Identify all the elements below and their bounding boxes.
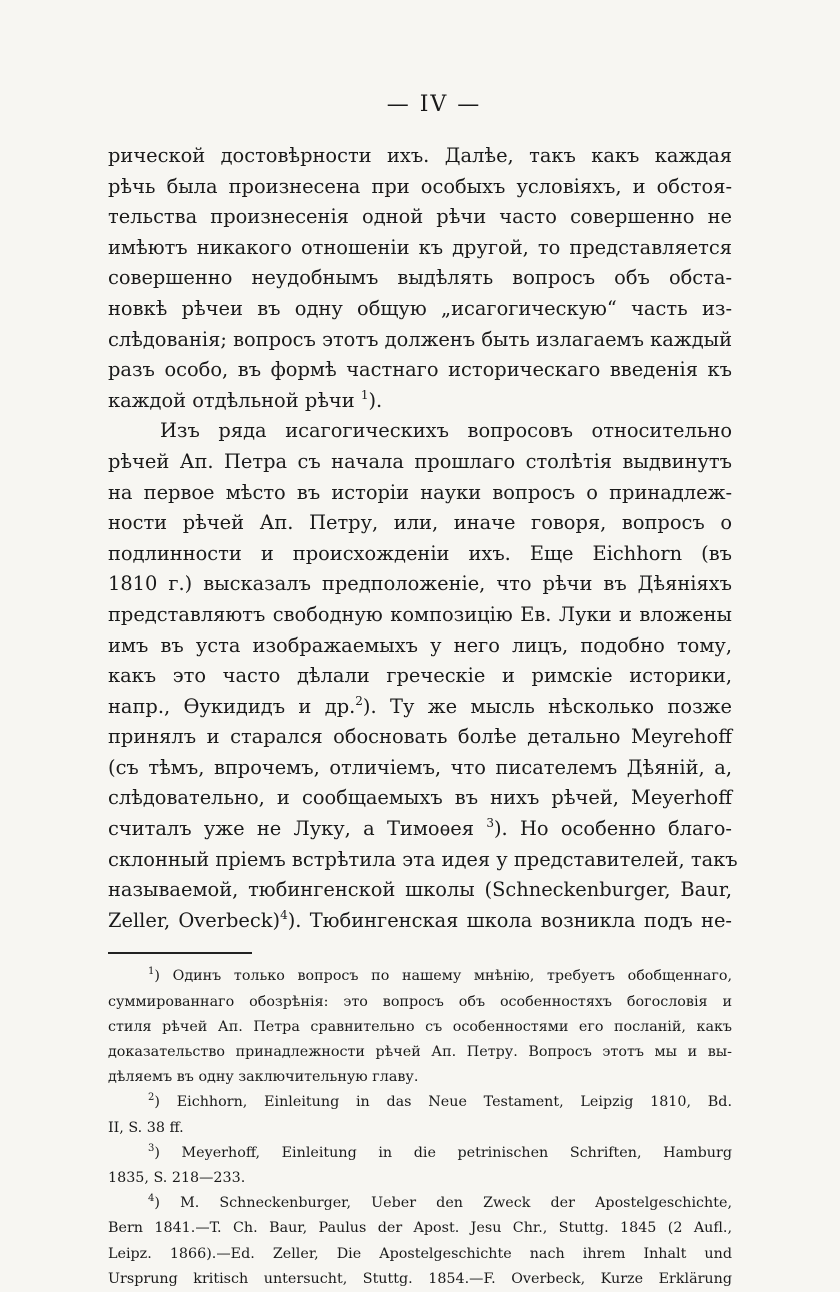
footnote-3 [108,1141,732,1191]
footnote-marker: 4 [148,1193,155,1205]
text-fragment: ). Ту же мысль нѣсколько позже [362,694,732,718]
paragraph-2 [108,416,738,936]
text-line [108,814,732,845]
text-fragment: ) Eichhorn, Einleitung in das Neue Testament, Leipzig 1810, Bd. [154,1094,732,1111]
footnote-line [108,1090,732,1115]
text-line: (съ тѣмъ, впрочемъ, отличіемъ, что писателемъ Дѣяній, а, [108,755,732,779]
paragraph-1 [108,141,732,416]
text-fragment: ) Meyerhoff, Einleitung in die petrinischen Schriften, Hamburg [154,1144,732,1161]
text-line: совершенно неудобнымъ выдѣлять вопросъ объ обста- [108,266,732,290]
text-line: какъ это часто дѣлали греческіе и римскіе историки, [108,664,732,688]
footnote-line: доказательство принадлежности рѣчей Ап. Петру. Вопросъ этотъ мы и вы- [108,1044,732,1061]
text-line: рѣчей Ап. Петра съ начала прошлаго столѣтія выдвинутъ [108,449,732,473]
text-fragment: ). [368,388,383,412]
text-line: склонный пріемъ встрѣтила эта идея у представителей, такъ [108,847,738,871]
text-line: тельства произнесенія одной рѣчи часто совершенно не [108,205,732,229]
main-text [108,141,738,936]
text-fragment: Zeller, Overbeck) [108,908,281,932]
text-line: слѣдованія; вопросъ этотъ долженъ быть излагаемъ каждый [108,327,732,351]
footnote-line: дѣляемъ въ одну заключительную главу. [108,1069,419,1086]
text-line: принялъ и старался обосновать болѣе детально Meyrehoff [108,725,732,749]
text-line: имѣютъ никакого отношеніи къ другой, то представляется [108,235,732,259]
footnote-ref-4[interactable]: 4 [280,907,288,922]
document-page [108,92,738,1292]
text-line: рѣчь была произнесена при особыхъ условіяхъ, и обстоя- [108,174,732,198]
text-line: рической достовѣрности ихъ. Далѣе, такъ какъ каждая [108,144,732,167]
text-line: подлинности и происхожденіи ихъ. Еще Eichhorn (въ [108,541,732,565]
text-line [108,692,732,723]
text-fragment: ) M. Schneckenburger, Ueber den Zweck der Apostelgeschichte, [154,1195,732,1212]
footnote-line [108,1141,732,1166]
footnote-line [108,964,732,989]
footnote-line: 1835, S. 218—233. [108,1170,246,1187]
footnote-line: Bern 1841.—T. Ch. Baur, Paulus der Apost. Jesu Chr., Stuttg. 1845 (2 Aufl., [108,1220,732,1237]
footnote-line: Leipz. 1866).—Ed. Zeller, Die Apostelgeschichte nach ihrem Inhalt und [108,1245,732,1262]
footnote-line: суммированнаго обозрѣнія: это вопросъ объ особенностяхъ богословія и [108,993,732,1010]
footnote-line: стиля рѣчей Ап. Петра сравнительно съ особенностями его посланій, какъ [108,1018,732,1035]
text-fragment: ) Одинъ только вопросъ по нашему мнѣнію, требуетъ обобщеннаго, [154,968,732,985]
footnote-ref-1[interactable]: 1 [360,387,369,402]
footnote-line: II, S. 38 ff. [108,1119,184,1136]
text-fragment: напр., Өукидидъ и др. [108,694,356,718]
text-line: 1810 г.) высказалъ предположеніе, что рѣчи въ Дѣяніяхъ [108,572,732,596]
text-line: новкѣ рѣчеи въ одну общую „исагогическую“ часть из- [108,296,732,320]
text-fragment: ). Но особенно благо- [493,817,732,841]
footnote-marker: 2 [148,1092,155,1104]
text-line [108,906,732,937]
footnote-2 [108,1090,732,1140]
footnote-ref-3[interactable]: 3 [486,816,494,831]
text-line: представляютъ свободную композицію Ев. Луки и вложены [108,602,732,626]
footnote-ref-2[interactable]: 2 [355,693,363,708]
text-line: слѣдовательно, и сообщаемыхъ въ нихъ рѣчей, Meyerhoff [108,786,732,810]
text-line: Изъ ряда исагогическихъ вопросовъ относительно [160,419,732,443]
page-number: — IV — [386,92,482,117]
footnote-4 [108,1191,732,1292]
text-line: имъ въ уста изображаемыхъ у него лицъ, подобно тому, [108,633,732,657]
text-fragment: ). Тюбингенская школа возникла подъ не- [287,908,732,932]
footnote-marker: 3 [148,1142,155,1154]
footnotes [108,964,732,1292]
text-line: разъ особо, въ формѣ частнаго историческаго введенія къ [108,358,732,382]
text-line: ности рѣчей Ап. Петру, или, иначе говоря, вопросъ о [108,511,732,535]
text-fragment: каждой отдѣльной рѣчи [108,388,355,412]
text-line [108,386,732,417]
footnote-line: Ursprung kritisch untersucht, Stuttg. 1854.—F. Overbeck, Kurze Erklärung [108,1270,732,1287]
text-fragment: считалъ уже не Луку, а Тимоѳея [108,817,475,841]
footnote-marker: 1 [148,966,155,978]
text-line: на первое мѣсто въ исторіи науки вопросъ о принадлеж- [108,480,732,504]
footnote-1 [108,964,732,1090]
footnote-line [108,1191,732,1216]
footnote-divider [108,952,252,954]
text-line: называемой, тюбингенской школы (Schneckenburger, Baur, [108,878,732,902]
